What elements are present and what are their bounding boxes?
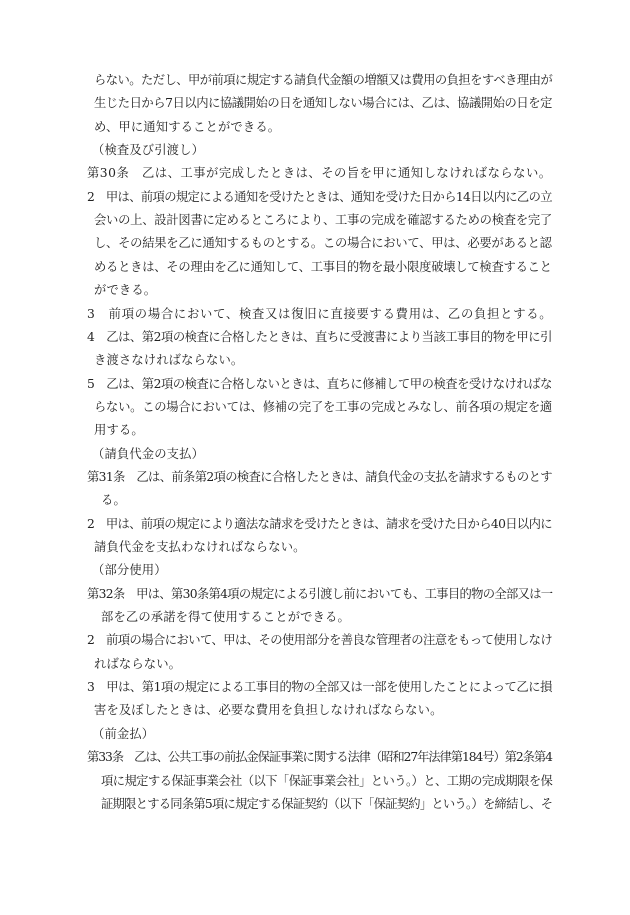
continuation-line: 証期限とする同条第5項に規定する保証契約（以下「保証契約」という。）を締結し、そ: [101, 797, 553, 811]
paragraph-line: 4 乙は、第2項の検査に合格したときは、直ちに受渡書により当該工事目的物を甲に引: [87, 330, 552, 344]
paragraph-line: 2 甲は、前項の規定により適法な請求を受けたときは、請求を受けた日から40日以内に: [87, 517, 552, 531]
paragraph-line: 3 甲は、第1項の規定による工事目的物の全部又は一部を使用したことによって乙に損: [87, 680, 552, 694]
continuation-line: 会いの上、設計図書に定めるところにより、工事の完成を確認するための検査を完了: [94, 213, 552, 227]
continuation-line: 項に規定する保証事業会社（以下「保証事業会社」という。）と、工期の完成期限を保: [101, 774, 553, 788]
continuation-line: 請負代金を支払わなければならない。: [94, 540, 306, 554]
article-caption: （前金払）: [92, 727, 155, 741]
article-heading-line: 第30条 乙は、工事が完成したときは、その旨を甲に通知しなければならない。: [87, 166, 552, 180]
article-caption: （部分使用）: [92, 563, 167, 577]
continuation-line: らない。ただし、甲が前項に規定する請負代金額の増額又は費用の負担をすべき理由が: [94, 73, 553, 87]
continuation-line: ればならない。: [94, 657, 182, 671]
continuation-line: き渡さなければならない。: [94, 353, 244, 367]
paragraph-line: 5 乙は、第2項の検査に合格しないときは、直ちに修補して甲の検査を受けなければな: [87, 377, 552, 391]
continuation-line: 用する。: [94, 423, 144, 437]
continuation-line: ができる。: [94, 283, 157, 297]
article-heading-line: 第31条 乙は、前条第2項の検査に合格したときは、請負代金の支払を請求するものとす: [87, 470, 552, 484]
article-caption: （検査及び引渡し）: [92, 143, 205, 157]
article-heading-line: 第33条 乙は、公共工事の前払金保証事業に関する法律（昭和27年法律第184号）第2条第4: [87, 750, 552, 764]
continuation-line: めるときは、その理由を乙に通知して、工事目的物を最小限度破壊して検査すること: [94, 260, 552, 274]
paragraph-line: 2 前項の場合において、甲は、その使用部分を善良な管理者の注意をもって使用しなけ: [87, 633, 553, 647]
continuation-line: 生じた日から7日以内に協議開始の日を通知しない場合には、乙は、協議開始の日を定: [94, 96, 552, 110]
continuation-line: る。: [101, 493, 126, 507]
article-caption: （請負代金の支払）: [92, 447, 205, 461]
continuation-line: し、その結果を乙に通知するものとする。この場合において、甲は、必要があると認: [94, 236, 552, 250]
article-heading-line: 第32条 甲は、第30条第4項の規定による引渡し前においても、工事目的物の全部又は一: [87, 587, 553, 601]
continuation-line: らない。この場合においては、修補の完了を工事の完成とみなし、前各項の規定を適: [94, 400, 552, 414]
continuation-line: 部を乙の承諾を得て使用することができる。: [101, 610, 350, 624]
continuation-line: 害を及ぼしたときは、必要な費用を負担しなければならない。: [94, 703, 443, 717]
paragraph-line: 3 前項の場合において、検査又は復旧に直接要する費用は、乙の負担とする。: [87, 307, 553, 321]
paragraph-line: 2 甲は、前項の規定による通知を受けたときは、通知を受けた日から14日以内に乙の立: [87, 190, 552, 204]
continuation-line: め、甲に通知することができる。: [94, 120, 281, 134]
